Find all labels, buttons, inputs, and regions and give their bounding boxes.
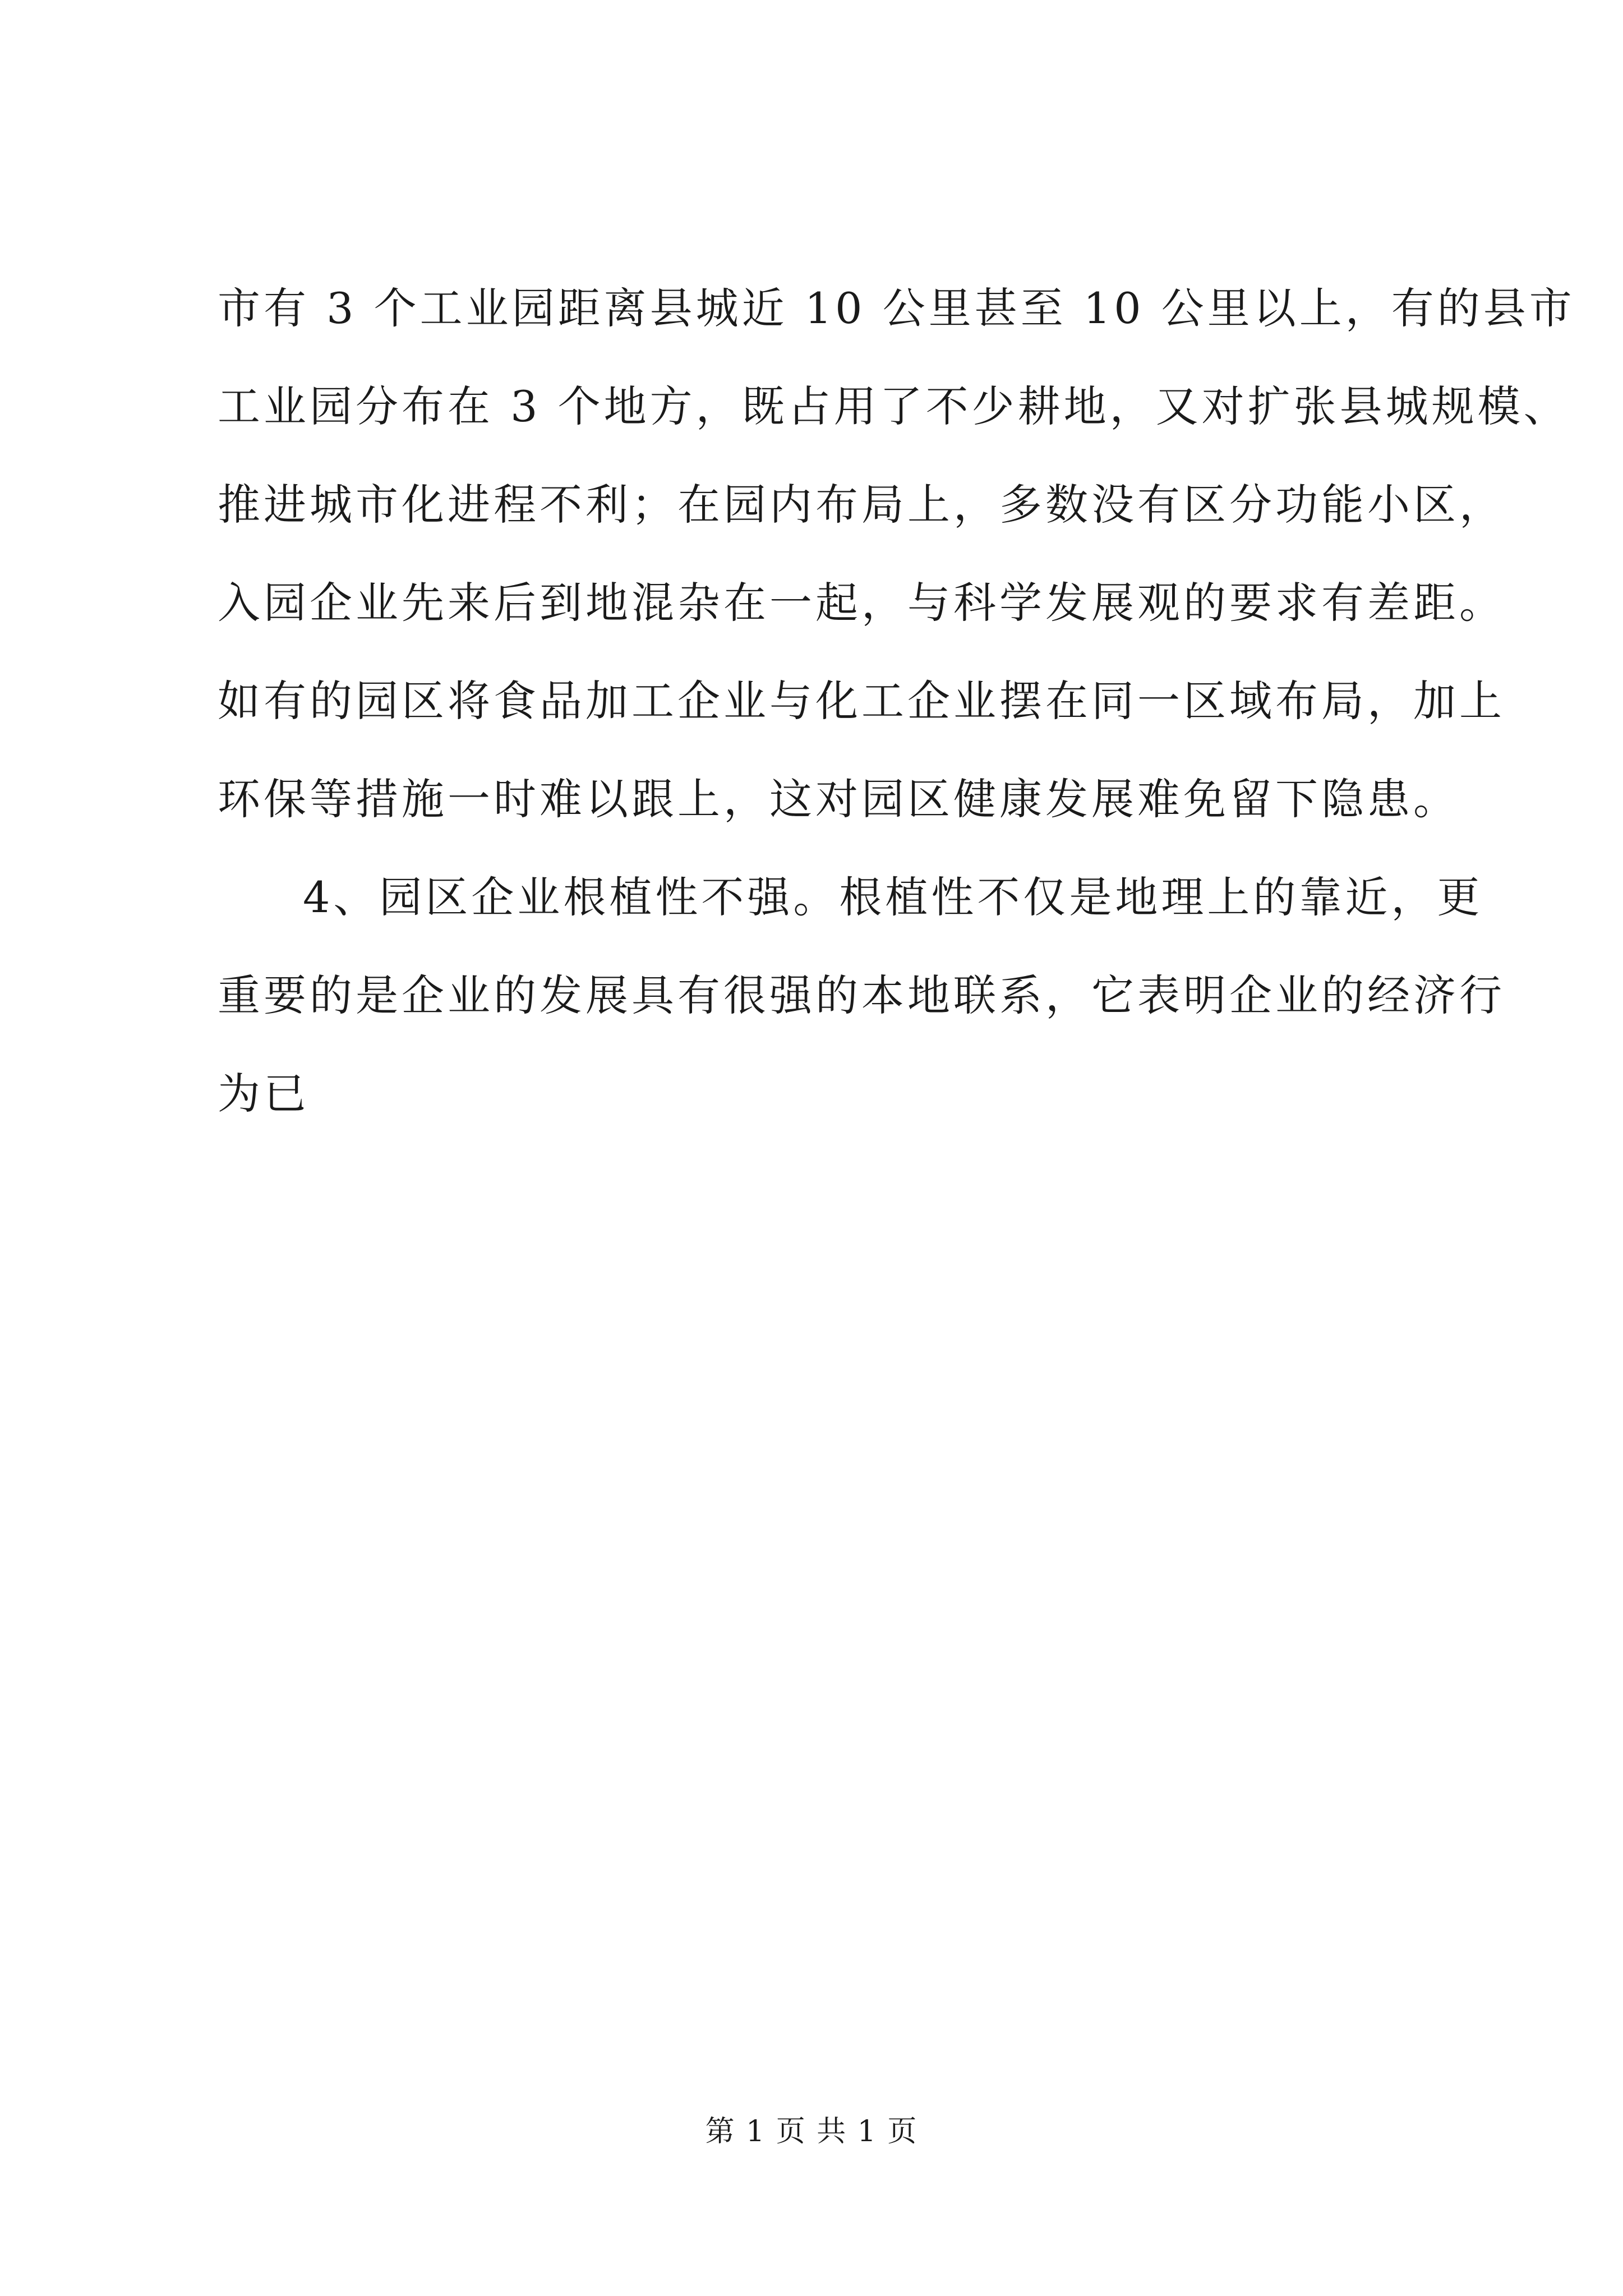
text-line: 环保等措施一时难以跟上，这对园区健康发展难免留下隐患。: [218, 774, 1459, 824]
text-line: 如有的园区将食品加工企业与化工企业摆在同一区域布局，加上: [218, 676, 1505, 726]
text-line: 入园企业先来后到地混杂在一起，与科学发展观的要求有差距。: [218, 578, 1505, 628]
text-line: 重要的是企业的发展具有很强的本地联系，它表明企业的经济行: [218, 970, 1505, 1020]
text-line: 市有 3 个工业园距离县城近 10 公里甚至 10 公里以上，有的县市: [218, 283, 1575, 333]
page-footer: 第 1 页 共 1 页: [705, 2115, 918, 2148]
text-line: 推进城市化进程不利；在园内布局上，多数没有区分功能小区，: [218, 480, 1505, 530]
text-line: 工业园分布在 3 个地方，既占用了不少耕地，又对扩张县城规模、: [218, 381, 1570, 431]
document-body: [218, 259, 1575, 1143]
paragraph-start-line: 4、园区企业根植性不强。根植性不仅是地理上的靠近，更: [303, 872, 1483, 922]
text-line: 为已: [218, 1069, 310, 1119]
